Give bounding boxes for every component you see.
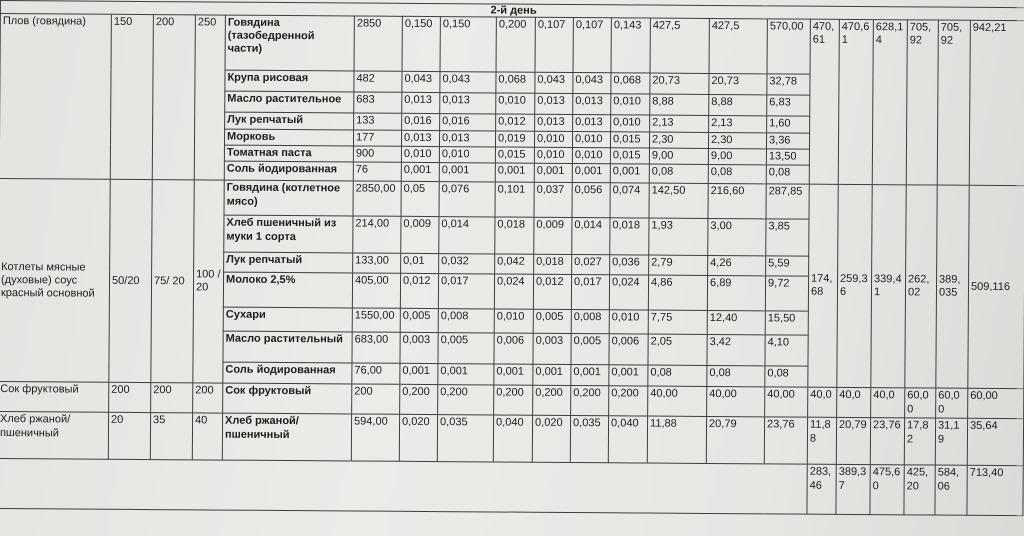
ingredient-value: 0,020 xyxy=(399,415,437,462)
ingredient-price: 900 xyxy=(353,146,401,163)
ingredient-price: 683,00 xyxy=(352,332,400,363)
ingredient-price: 2850,00 xyxy=(353,181,401,216)
ingredient-value: 0,043 xyxy=(440,72,496,93)
ingredient-value: 0,013 xyxy=(402,92,440,113)
ingredient-value: 0,003 xyxy=(400,333,438,364)
ingredient-value: 0,010 xyxy=(572,148,610,164)
ingredient-value: 0,035 xyxy=(437,415,493,462)
ingredient-value: 0,005 xyxy=(533,310,571,334)
ingredient-value: 40,00 xyxy=(648,386,707,416)
ingredient-value: 0,101 xyxy=(495,182,534,217)
ingredient-value: 2,05 xyxy=(648,334,707,365)
ingredient-name: Хлеб ржаной/пшеничный xyxy=(222,413,351,461)
ingredient-value: 0,019 xyxy=(495,131,534,147)
ingredient-value: 0,003 xyxy=(533,334,571,365)
ingredient-name: Масло растительный xyxy=(223,331,352,363)
ingredient-value: 0,043 xyxy=(535,72,573,93)
dish-total: 11,88 xyxy=(807,418,836,465)
grand-total-row xyxy=(0,459,1024,516)
ingredient-name: Соль йодированная xyxy=(224,161,353,181)
ingredient-value: 0,013 xyxy=(401,130,439,146)
ingredient-value: 0,018 xyxy=(495,217,534,254)
ingredient-value: 3,85 xyxy=(766,219,809,256)
ingredient-value: 0,001 xyxy=(401,163,439,182)
dish-total: 389,035 xyxy=(936,185,969,388)
ingredient-value: 0,05 xyxy=(401,182,439,217)
dish-total: 705,92 xyxy=(937,20,970,186)
ingredient-value: 0,010 xyxy=(611,115,650,132)
ingredient-value: 0,200 xyxy=(496,17,535,72)
dish-name: Котлеты мясные (духовые) соус красный основной xyxy=(0,179,110,383)
ingredient-value: 0,005 xyxy=(571,334,609,365)
dish-yield: 200 xyxy=(151,383,193,413)
ingredient-value: 0,010 xyxy=(572,132,610,148)
ingredient-value: 7,75 xyxy=(648,310,707,334)
ingredient-value: 11,88 xyxy=(647,416,706,463)
ingredient-value: 1,93 xyxy=(649,218,708,255)
ingredient-value: 32,78 xyxy=(767,74,810,95)
ingredient-value: 0,009 xyxy=(401,217,439,254)
ingredient-value: 0,016 xyxy=(440,114,496,131)
dish-total: 40,0 xyxy=(871,388,905,418)
ingredient-price: 1550,00 xyxy=(352,308,400,332)
ingredient-price: 133 xyxy=(354,113,402,130)
ingredient-value: 0,013 xyxy=(573,94,611,115)
ingredient-value: 2,79 xyxy=(649,255,708,275)
ingredient-value: 0,200 xyxy=(533,386,571,416)
dish-total: 40,0 xyxy=(837,388,871,418)
ingredient-value: 0,200 xyxy=(609,386,648,416)
ingredient-value: 9,00 xyxy=(649,148,708,165)
ingredient-value: 0,200 xyxy=(438,385,494,415)
ingredient-value: 0,200 xyxy=(494,385,533,415)
ingredient-name: Крупа рисовая xyxy=(225,70,354,92)
ingredient-value: 4,10 xyxy=(765,335,808,366)
ingredient-value: 0,001 xyxy=(571,365,609,386)
ingredient-value: 0,006 xyxy=(494,333,533,364)
ingredient-value: 4,26 xyxy=(708,256,766,276)
dish-total: 705,92 xyxy=(906,20,938,186)
grand-total: 475,60 xyxy=(870,465,904,515)
ingredient-value: 0,001 xyxy=(400,364,438,385)
dish-total: 470,61 xyxy=(838,19,873,185)
ingredient-value: 0,010 xyxy=(439,147,495,164)
ingredient-value: 0,001 xyxy=(438,364,494,385)
ingredient-value: 0,010 xyxy=(494,309,533,333)
ingredient-value: 0,037 xyxy=(534,183,572,218)
dish-total: 31,19 xyxy=(935,418,967,465)
ingredient-value: 0,08 xyxy=(649,164,708,183)
ingredient-value: 0,08 xyxy=(707,366,765,387)
dish-yield: 75/ 20 xyxy=(151,180,194,383)
ingredient-value: 0,043 xyxy=(573,73,611,94)
ingredient-value: 0,040 xyxy=(493,415,532,462)
ingredient-value: 0,001 xyxy=(495,163,534,182)
ingredient-value: 2,13 xyxy=(709,115,767,132)
ingredient-value: 0,013 xyxy=(535,114,573,131)
ingredient-value: 20,79 xyxy=(706,417,764,464)
ingredient-value: 0,08 xyxy=(708,165,766,184)
ingredient-value: 20,73 xyxy=(709,73,767,94)
ingredient-price: 405,00 xyxy=(352,273,400,308)
ingredient-value: 0,150 xyxy=(402,16,440,71)
ingredient-value: 0,008 xyxy=(438,309,494,333)
ingredient-value: 0,008 xyxy=(571,310,609,334)
ingredient-value: 287,85 xyxy=(766,184,809,219)
ingredient-price: 133,00 xyxy=(353,253,401,273)
dish-yield: 40 xyxy=(192,413,222,460)
ingredient-value: 570,00 xyxy=(767,19,810,74)
day-title: 2-й день xyxy=(0,1,1024,21)
dish-total: 262,02 xyxy=(905,185,937,388)
ingredient-value: 0,010 xyxy=(534,131,572,147)
ingredient-value: 0,076 xyxy=(439,182,495,217)
ingredient-value: 0,027 xyxy=(572,255,610,275)
ingredient-value: 3,36 xyxy=(766,133,809,150)
ingredient-value: 0,107 xyxy=(573,18,611,73)
ingredient-value: 0,010 xyxy=(534,147,572,163)
ingredient-value: 0,018 xyxy=(610,218,649,255)
grand-total: 283,46 xyxy=(807,465,836,515)
ingredient-value: 0,005 xyxy=(438,333,494,364)
ingredient-value: 0,001 xyxy=(609,365,648,386)
ingredient-value: 0,200 xyxy=(571,386,609,416)
dish-name: Сок фруктовый xyxy=(0,382,109,413)
ingredient-value: 427,5 xyxy=(650,18,709,73)
ingredient-price: 594,00 xyxy=(351,414,399,461)
ingredient-value: 0,056 xyxy=(572,183,610,218)
ingredient-value: 0,015 xyxy=(610,132,649,148)
dish-total: 339,41 xyxy=(871,185,906,388)
ingredient-value: 0,001 xyxy=(610,164,649,183)
ingredient-value: 0,074 xyxy=(610,183,649,218)
ingredient-value: 0,068 xyxy=(611,73,650,94)
dish-total: 942,21 xyxy=(969,20,1024,186)
ingredient-price: 200 xyxy=(352,384,400,414)
ingredient-value: 23,76 xyxy=(764,417,807,464)
ingredient-value: 9,72 xyxy=(765,276,808,311)
ingredient-value: 0,001 xyxy=(572,164,610,183)
dish-total: 40,0 xyxy=(808,388,837,418)
ingredient-value: 0,01 xyxy=(401,254,439,274)
dish-total: 60,00 xyxy=(936,388,968,418)
ingredient-price: 76,00 xyxy=(352,363,400,384)
ingredient-name: Томатная паста xyxy=(224,145,353,162)
ingredient-value: 0,040 xyxy=(608,416,647,463)
ingredient-name: Говядина (котлетное мясо) xyxy=(224,180,353,216)
ingredient-value: 0,024 xyxy=(494,274,533,309)
dish-yield: 150 xyxy=(110,14,153,180)
dish-total: 20,79 xyxy=(836,418,870,465)
ingredient-value: 0,08 xyxy=(766,165,809,184)
ingredient-value: 0,017 xyxy=(438,274,494,309)
ingredient-value: 0,016 xyxy=(402,113,440,130)
ingredient-value: 0,068 xyxy=(496,72,535,93)
ingredient-value: 0,014 xyxy=(439,217,495,254)
ingredient-value: 0,013 xyxy=(440,93,496,114)
ingredient-value: 0,001 xyxy=(534,164,572,183)
ingredient-value: 0,010 xyxy=(611,94,650,115)
dish-total: 17,82 xyxy=(904,418,935,465)
ingredient-value: 0,042 xyxy=(495,254,534,274)
ingredient-value: 427,5 xyxy=(709,18,767,73)
ingredient-value: 8,88 xyxy=(709,94,767,115)
ingredient-value: 3,00 xyxy=(708,219,766,256)
ingredient-value: 9,00 xyxy=(708,149,766,166)
ingredient-value: 0,012 xyxy=(533,275,571,310)
ingredient-value: 0,010 xyxy=(609,310,648,334)
ingredient-value: 0,010 xyxy=(496,93,535,114)
dish-total: 259,36 xyxy=(837,185,872,388)
dish-total: 35,64 xyxy=(967,419,1024,466)
dish-total: 470,61 xyxy=(809,19,839,185)
dish-total: 174,68 xyxy=(808,185,838,388)
ingredient-row xyxy=(0,14,1024,76)
ingredient-value: 40,00 xyxy=(765,387,808,417)
ingredient-value: 0,107 xyxy=(535,17,573,72)
grand-total: 425,20 xyxy=(904,465,935,515)
ingredient-value: 2,13 xyxy=(650,115,709,132)
ingredient-value: 0,013 xyxy=(535,93,573,114)
ingredient-value: 15,50 xyxy=(765,311,808,335)
ingredient-value: 20,73 xyxy=(650,73,709,94)
ingredient-value: 0,001 xyxy=(494,364,533,385)
ingredient-name: Молоко 2,5% xyxy=(223,272,352,308)
ingredient-value: 0,043 xyxy=(402,71,440,92)
ingredient-name: Соль йодированная xyxy=(223,362,352,384)
dish-yield: 250 xyxy=(194,15,225,181)
dish-yield: 200 xyxy=(193,383,223,413)
ingredient-value: 0,018 xyxy=(534,255,572,275)
grand-total: 584,06 xyxy=(935,465,967,515)
ingredient-row xyxy=(0,179,1024,221)
ingredient-value: 0,08 xyxy=(648,365,707,386)
ingredient-value: 142,50 xyxy=(649,183,708,218)
ingredient-name: Сок фруктовый xyxy=(223,383,352,414)
ingredient-value: 0,015 xyxy=(495,147,534,163)
ingredient-value: 0,012 xyxy=(400,274,438,309)
ingredient-value: 0,010 xyxy=(401,147,439,163)
dish-total: 23,76 xyxy=(870,418,904,465)
ingredient-name: Морковь xyxy=(224,129,353,146)
ingredient-price: 683 xyxy=(354,92,402,113)
ingredient-value: 0,001 xyxy=(439,163,495,182)
ingredient-name: Масло растительное xyxy=(225,91,354,113)
ingredient-price: 2850 xyxy=(354,16,402,71)
dish-total: 60,00 xyxy=(905,388,936,418)
ingredient-value: 0,013 xyxy=(573,115,611,132)
dish-name: Хлеб ржаной/пшеничный xyxy=(0,412,109,460)
ingredient-value: 8,88 xyxy=(650,94,709,115)
ingredient-value: 0,024 xyxy=(609,275,648,310)
ingredient-value: 0,005 xyxy=(400,309,438,333)
ingredient-value: 0,150 xyxy=(440,17,496,72)
ingredient-value: 1,60 xyxy=(767,116,810,133)
ingredient-value: 0,012 xyxy=(496,114,535,131)
ingredient-value: 0,035 xyxy=(570,416,608,463)
ingredient-value: 0,017 xyxy=(571,275,609,310)
ingredient-value: 6,83 xyxy=(767,95,810,116)
dish-total: 628,14 xyxy=(872,20,907,186)
ingredient-value: 0,020 xyxy=(532,416,570,463)
ingredient-price: 76 xyxy=(353,162,401,181)
dish-name: Плов (говядина) xyxy=(0,14,111,180)
ingredient-value: 6,89 xyxy=(707,276,765,311)
ingredient-value: 0,143 xyxy=(611,18,650,73)
ingredient-value: 0,015 xyxy=(610,148,649,164)
ingredient-value: 4,86 xyxy=(648,275,707,310)
grand-total: 713,40 xyxy=(967,466,1024,516)
ingredient-value: 0,009 xyxy=(534,218,572,255)
ingredient-name: Лук репчатый xyxy=(225,112,354,130)
ingredient-name: Говядина (тазобедренной части) xyxy=(225,15,354,71)
ingredient-value: 12,40 xyxy=(707,311,765,335)
ingredient-price: 177 xyxy=(353,130,401,147)
ingredient-value: 3,42 xyxy=(707,335,765,366)
ingredient-value: 2,30 xyxy=(708,132,766,149)
ingredient-value: 0,036 xyxy=(610,255,649,275)
dish-yield: 200 xyxy=(109,383,151,413)
ingredient-name: Сухари xyxy=(223,307,352,332)
ingredient-price: 214,00 xyxy=(353,216,401,253)
ingredient-value: 0,032 xyxy=(439,254,495,274)
ingredient-price: 482 xyxy=(354,71,402,92)
dish-yield: 50/20 xyxy=(109,180,152,383)
ingredient-value: 5,59 xyxy=(766,256,809,276)
ingredient-value: 216,60 xyxy=(708,184,766,219)
ingredient-value: 0,08 xyxy=(765,366,808,387)
ingredient-value: 13,50 xyxy=(766,149,809,166)
empty-cell xyxy=(0,459,807,515)
dish-total: 60,00 xyxy=(968,389,1024,419)
dish-yield: 100 /20 xyxy=(193,180,224,383)
ingredient-value: 40,00 xyxy=(707,387,765,417)
ingredient-value: 0,200 xyxy=(400,385,438,415)
ingredient-value: 0,006 xyxy=(609,334,648,365)
grand-total: 389,37 xyxy=(836,465,870,515)
dish-yield: 35 xyxy=(150,413,192,460)
ingredient-value: 0,014 xyxy=(572,218,610,255)
ingredient-name: Лук репчатый xyxy=(224,252,353,273)
ingredient-value: 0,001 xyxy=(533,365,571,386)
ingredient-name: Хлеб пшеничный из муки 1 сорта xyxy=(224,215,353,253)
ingredient-row xyxy=(0,412,1024,466)
ingredient-value: 0,013 xyxy=(439,131,495,148)
dish-yield: 20 xyxy=(108,413,150,460)
dish-total: 509,116 xyxy=(968,186,1024,389)
dish-yield: 200 xyxy=(152,15,195,181)
ingredient-value: 2,30 xyxy=(649,132,708,149)
